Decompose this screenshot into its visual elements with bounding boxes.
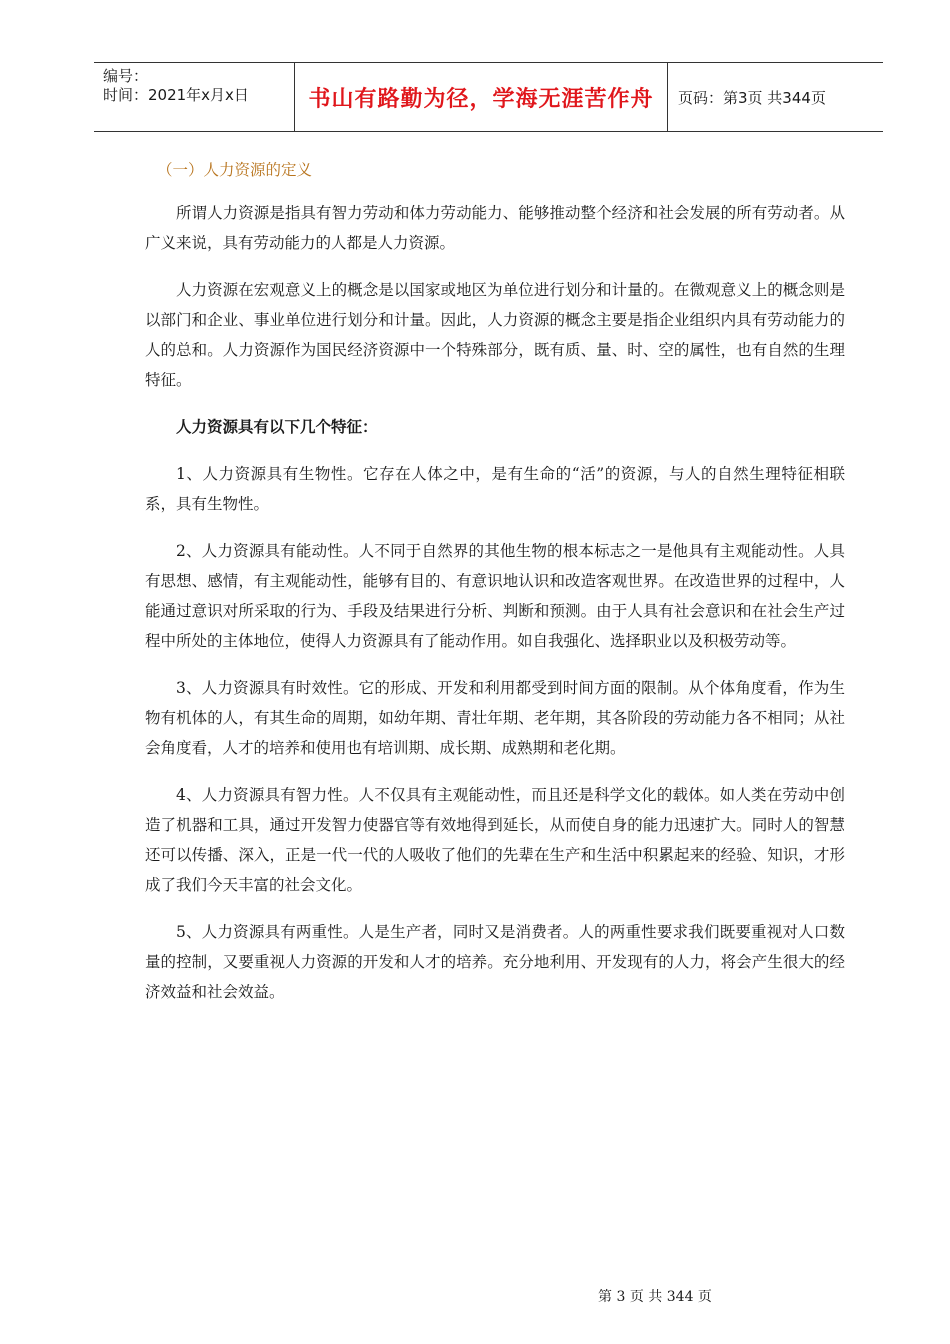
motto: 书山有路勤为径，学海无涯苦作舟 bbox=[308, 86, 654, 112]
feature-paragraph: 2、人力资源具有能动性。人不同于自然界的其他生物的根本标志之一是他具有主观能动性。人具有思想、感情，有主观能动性，能够有目的、有意识地认识和改造客观世界。在改造世界的过程中，人能通过意识对所采取的行为、手段及结果进行分析、判断和预测。由于人具有社会意识和在社会生产过程中所处的主体地位，使得人力资源具有了能动作用。如自我强化、选择职业以及积极劳动等。 bbox=[145, 542, 845, 650]
feature-paragraph: 3、人力资源具有时效性。它的形成、开发和利用都受到时间方面的限制。从个体角度看，作为生物有机体的人，有其生命的周期，如幼年期、青壮年期、老年期，其各阶段的劳动能力各不相同；从社会角度看，人才的培养和使用也有培训期、成长期、成熟期和老化期。 bbox=[145, 679, 845, 757]
page-footer bbox=[0, 1286, 950, 1306]
section-title: （一）人力资源的定义 bbox=[157, 161, 313, 179]
header-motto-cell bbox=[295, 63, 668, 131]
footer-page-number: 第 3 页 共 344 页 bbox=[598, 1289, 712, 1305]
header-page-info-cell bbox=[668, 63, 883, 131]
document-body bbox=[145, 150, 845, 1024]
feature-paragraph: 4、人力资源具有智力性。人不仅具有主观能动性，而且还是科学文化的载体。如人类在劳动中创造了机器和工具，通过开发智力使器官等有效地得到延长，从而使自身的能力迅速扩大。同时人的智慧还可以传播、深入，正是一代一代的人吸收了他们的先辈在生产和生活中积累起来的经验、知识，才形成了我们今天丰富的社会文化。 bbox=[145, 786, 845, 894]
header-meta bbox=[94, 63, 295, 131]
paragraph: 所谓人力资源是指具有智力劳动和体力劳动能力、能够推动整个经济和社会发展的所有劳动者。从广义来说，具有劳动能力的人都是人力资源。 bbox=[145, 204, 845, 252]
page-info: 页码：第3页 共344页 bbox=[678, 88, 826, 107]
page-header bbox=[94, 62, 883, 132]
features-heading: 人力资源具有以下几个特征： bbox=[176, 417, 378, 436]
feature-paragraph: 5、人力资源具有两重性。人是生产者，同时又是消费者。人的两重性要求我们既要重视对人口数量的控制，又要重视人力资源的开发和人才的培养。充分地利用、开发现有的人力，将会产生很大的经济效益和社会效益。 bbox=[145, 923, 845, 1001]
time-label: 时间：2021年x月x日 bbox=[103, 86, 249, 104]
serial-label: 编号： bbox=[103, 67, 149, 85]
paragraph: 人力资源在宏观意义上的概念是以国家或地区为单位进行划分和计量的。在微观意义上的概念则是以部门和企业、事业单位进行划分和计量。因此，人力资源的概念主要是指企业组织内具有劳动能力的人的总和。人力资源作为国民经济资源中一个特殊部分，既有质、量、时、空的属性，也有自然的生理特征。 bbox=[145, 281, 845, 389]
feature-paragraph: 1、人力资源具有生物性。它存在人体之中，是有生命的“活”的资源，与人的自然生理特征相联系，具有生物性。 bbox=[145, 465, 845, 513]
